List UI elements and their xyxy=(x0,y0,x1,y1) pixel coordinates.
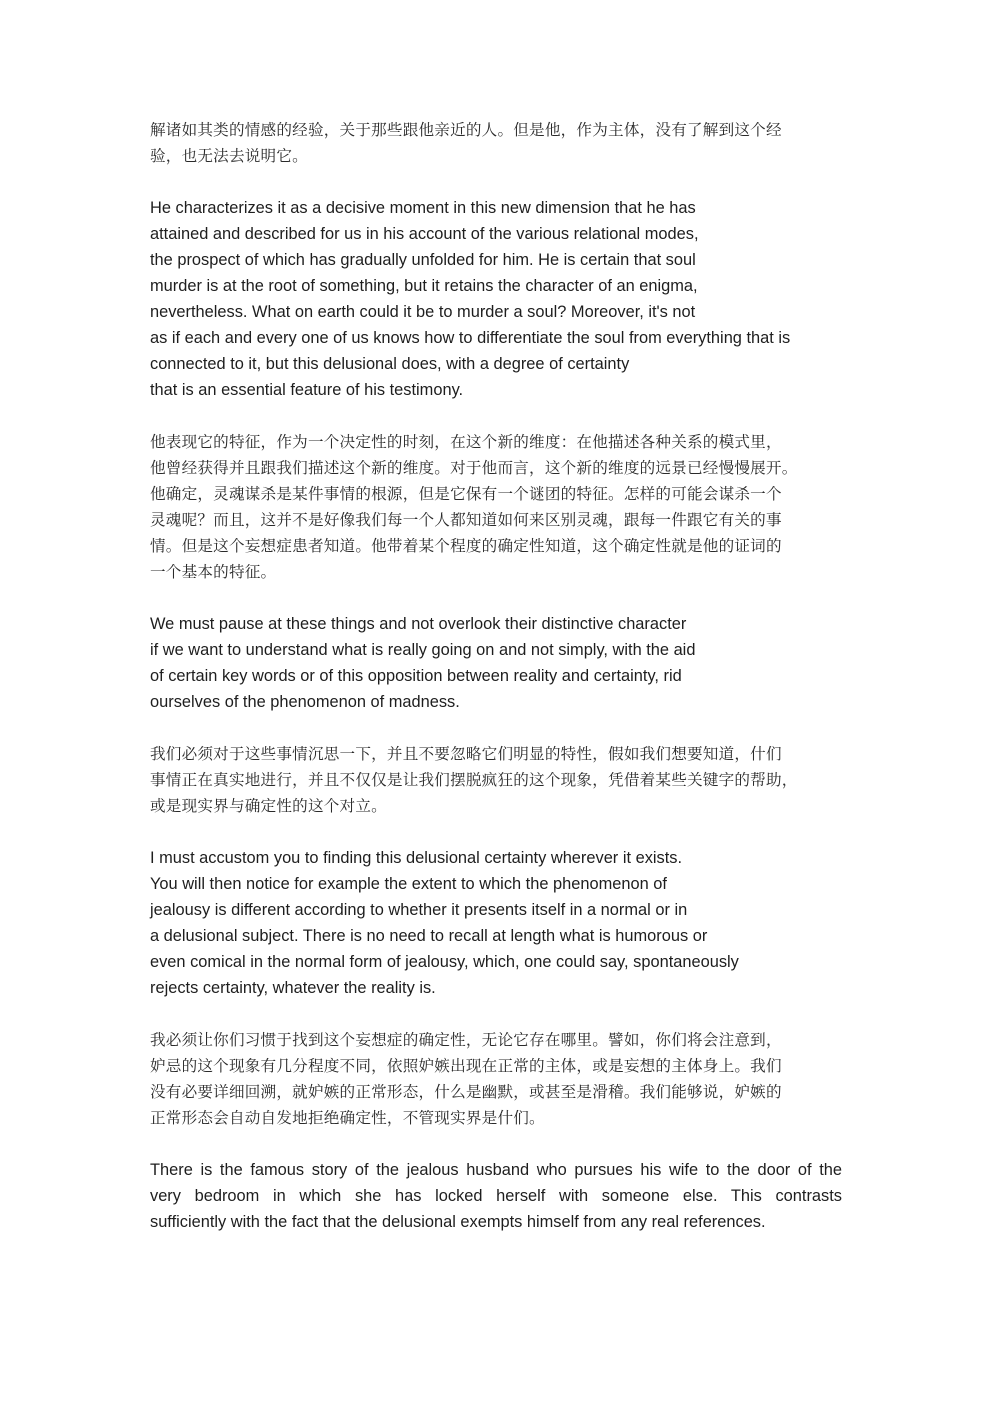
paragraph-line: 一个基本的特征。 xyxy=(150,563,277,581)
english-paragraph xyxy=(150,1157,842,1235)
paragraph-line: the prospect of which has gradually unfolded for him. He is certain that soul xyxy=(150,251,696,269)
paragraph-line: of certain key words or of this opposition between reality and certainty, rid xyxy=(150,667,682,685)
english-paragraph xyxy=(150,845,842,1001)
english-paragraph xyxy=(150,611,842,715)
paragraph-line: a delusional subject. There is no need to recall at length what is humorous or xyxy=(150,927,708,945)
paragraph-line: sufficiently with the fact that the delusional exempts himself from any real references. xyxy=(150,1213,766,1231)
paragraph-line: even comical in the normal form of jealousy, which, one could say, spontaneously xyxy=(150,953,739,971)
paragraph-line: 我们必须对于这些事情沉思一下，并且不要忽略它们明显的特性，假如我们想要知道，什们 xyxy=(150,745,782,763)
paragraph-line: ourselves of the phenomenon of madness. xyxy=(150,693,460,711)
paragraph-line: 验，也无法去说明它。 xyxy=(150,147,308,165)
paragraph-gap xyxy=(150,403,842,429)
paragraph-line: You will then notice for example the extent to which the phenomenon of xyxy=(150,875,667,893)
document-page xyxy=(150,117,842,1235)
paragraph-line: There is the famous story of the jealous husband who pursues his wife to the door of the xyxy=(150,1161,842,1179)
paragraph-line: 正常形态会自动自发地拒绝确定性，不管现实界是什们。 xyxy=(150,1109,545,1127)
paragraph-line: jealousy is different according to whether it presents itself in a normal or in xyxy=(150,901,688,919)
paragraph-line: 解诸如其类的情感的经验，关于那些跟他亲近的人。但是他，作为主体，没有了解到这个经 xyxy=(150,121,782,139)
paragraph-line: 妒忌的这个现象有几分程度不同，依照妒嫉出现在正常的主体，或是妄想的主体身上。我们 xyxy=(150,1057,782,1075)
paragraph-line: murder is at the root of something, but it retains the character of an enigma, xyxy=(150,277,698,295)
paragraph-line: connected to it, but this delusional does, with a degree of certainty xyxy=(150,355,630,373)
paragraph-line: 情。但是这个妄想症患者知道。他带着某个程度的确定性知道，这个确定性就是他的证词的 xyxy=(150,537,782,555)
paragraph-line: 灵魂呢？而且，这并不是好像我们每一个人都知道如何来区别灵魂，跟每一件跟它有关的事 xyxy=(150,511,782,529)
english-paragraph xyxy=(150,195,842,403)
paragraph-gap xyxy=(150,819,842,845)
chinese-paragraph xyxy=(150,741,842,819)
chinese-paragraph xyxy=(150,117,842,169)
paragraph-line: 他曾经获得并且跟我们描述这个新的维度。对于他而言，这个新的维度的远景已经慢慢展开。 xyxy=(150,459,798,477)
paragraph-line: I must accustom you to finding this delusional certainty wherever it exists. xyxy=(150,849,683,867)
paragraph-line: that is an essential feature of his testimony. xyxy=(150,381,464,399)
paragraph-gap xyxy=(150,1001,842,1027)
paragraph-line: nevertheless. What on earth could it be to murder a soul? Moreover, it's not xyxy=(150,303,696,321)
paragraph-line: 没有必要详细回溯，就妒嫉的正常形态，什么是幽默，或甚至是滑稽。我们能够说，妒嫉的 xyxy=(150,1083,782,1101)
paragraph-gap xyxy=(150,169,842,195)
paragraph-line: rejects certainty, whatever the reality is. xyxy=(150,979,436,997)
paragraph-line: 或是现实界与确定性的这个对立。 xyxy=(150,797,387,815)
chinese-paragraph xyxy=(150,1027,842,1131)
paragraph-line: if we want to understand what is really going on and not simply, with the aid xyxy=(150,641,696,659)
paragraph-line: attained and described for us in his account of the various relational modes, xyxy=(150,225,699,243)
paragraph-line: We must pause at these things and not overlook their distinctive character xyxy=(150,615,687,633)
paragraph-line: 我必须让你们习惯于找到这个妄想症的确定性，无论它存在哪里。譬如，你们将会注意到， xyxy=(150,1031,782,1049)
paragraph-line: 他确定，灵魂谋杀是某件事情的根源，但是它保有一个谜团的特征。怎样的可能会谋杀一个 xyxy=(150,485,782,503)
paragraph-line: as if each and every one of us knows how to differentiate the soul from everything that is xyxy=(150,329,791,347)
paragraph-gap xyxy=(150,585,842,611)
paragraph-line: He characterizes it as a decisive moment in this new dimension that he has xyxy=(150,199,696,217)
paragraph-line: very bedroom in which she has locked herself with someone else. This contrasts xyxy=(150,1187,842,1205)
paragraph-line: 事情正在真实地进行，并且不仅仅是让我们摆脱疯狂的这个现象，凭借着某些关键字的帮助， xyxy=(150,771,798,789)
paragraph-line: 他表现它的特征，作为一个决定性的时刻，在这个新的维度：在他描述各种关系的模式里， xyxy=(150,433,782,451)
paragraph-gap xyxy=(150,715,842,741)
paragraph-gap xyxy=(150,1131,842,1157)
chinese-paragraph xyxy=(150,429,842,585)
